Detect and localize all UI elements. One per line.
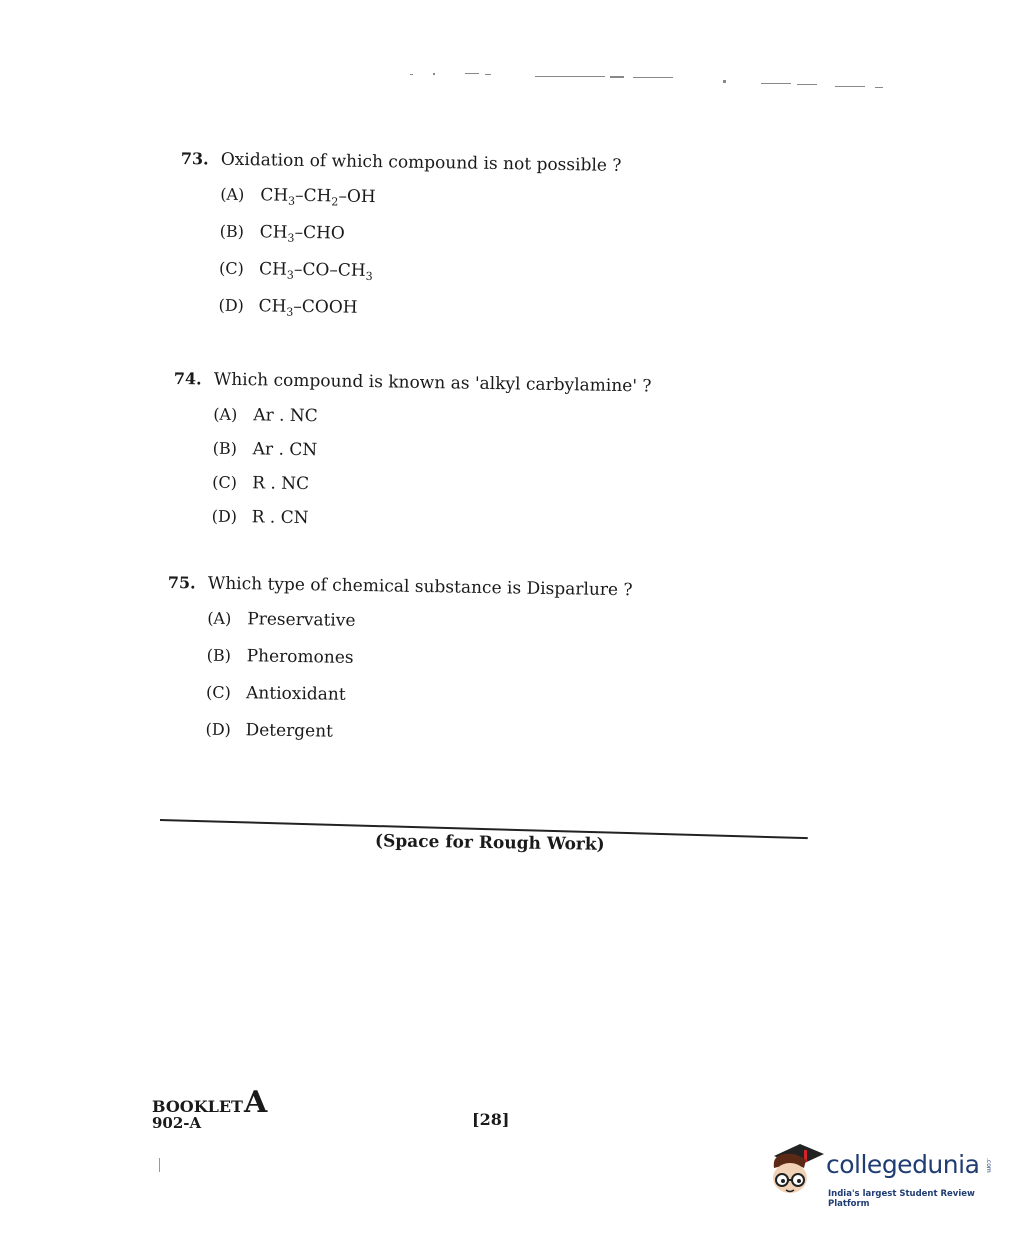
- booklet-code: 902-A: [152, 1114, 202, 1132]
- option-d: [218, 296, 619, 339]
- option-letter: (D): [211, 506, 238, 527]
- question-73: [178, 148, 621, 339]
- option-letter: (C): [218, 258, 244, 279]
- booklet-id: [152, 1085, 268, 1132]
- option-letter: (A): [213, 404, 238, 424]
- option-list: [205, 609, 632, 764]
- option-text: Preservative: [247, 609, 356, 631]
- rough-work-label: (Space for Rough Work): [374, 831, 605, 855]
- option-d: [211, 507, 649, 548]
- question-number: 75.: [167, 572, 196, 593]
- question-74: [171, 368, 651, 547]
- option-text: Pheromones: [246, 646, 354, 668]
- option-letter: (D): [205, 719, 231, 740]
- option-c: [219, 259, 620, 302]
- option-letter: (D): [218, 295, 244, 316]
- option-letter: (B): [206, 645, 232, 665]
- option-letter: (C): [212, 472, 238, 493]
- logo-tagline: India's largest Student Review Platform: [828, 1189, 975, 1209]
- option-a: [220, 185, 621, 228]
- option-d: [205, 720, 630, 764]
- option-text: Detergent: [245, 720, 334, 742]
- option-text: Ar . NC: [253, 405, 318, 427]
- question-number: 73.: [180, 148, 209, 169]
- option-formula: $CH_3-CO-CH_3$: [258, 259, 373, 284]
- option-letter: (A): [207, 608, 232, 628]
- option-list: [211, 405, 651, 548]
- booklet-line: [152, 1085, 268, 1120]
- logo-wordmark: collegedunia: [826, 1150, 980, 1179]
- option-letter: (B): [219, 221, 245, 241]
- booklet-word: BOOKLET: [152, 1097, 243, 1116]
- option-formula: $CH_3$–COOH: [258, 296, 358, 319]
- question-text: Oxidation of which compound is not possible ?: [220, 149, 622, 176]
- question-header: [174, 368, 652, 398]
- option-letter: (B): [212, 438, 238, 458]
- option-formula: $CH_3-CH_2-OH$: [260, 185, 376, 209]
- question-number: 74.: [173, 368, 202, 389]
- option-text: Antioxidant: [245, 683, 346, 705]
- question-text: Which type of chemical substance is Disparlure ?: [207, 573, 633, 601]
- question-text: Which compound is known as 'alkyl carbylamine' ?: [213, 369, 652, 397]
- question-header: [181, 148, 622, 177]
- option-text: Ar . CN: [252, 439, 318, 461]
- scan-artifact: [405, 72, 895, 94]
- question-75: [165, 572, 633, 763]
- option-formula: $CH_3$–CHO: [259, 222, 345, 245]
- option-b: [219, 222, 620, 265]
- logo-suffix: .com: [985, 1158, 992, 1173]
- scan-mark: [159, 1158, 160, 1172]
- option-text: R . NC: [252, 473, 310, 495]
- option-letter: (A): [220, 184, 245, 204]
- question-header: [168, 572, 633, 601]
- collegedunia-logo: [766, 1138, 996, 1208]
- option-letter: (C): [205, 682, 231, 703]
- page-number: [28]: [472, 1110, 510, 1129]
- student-mascot-icon: [766, 1138, 826, 1202]
- option-text: R . CN: [251, 507, 309, 529]
- booklet-letter: A: [243, 1085, 268, 1120]
- option-list: [218, 185, 621, 339]
